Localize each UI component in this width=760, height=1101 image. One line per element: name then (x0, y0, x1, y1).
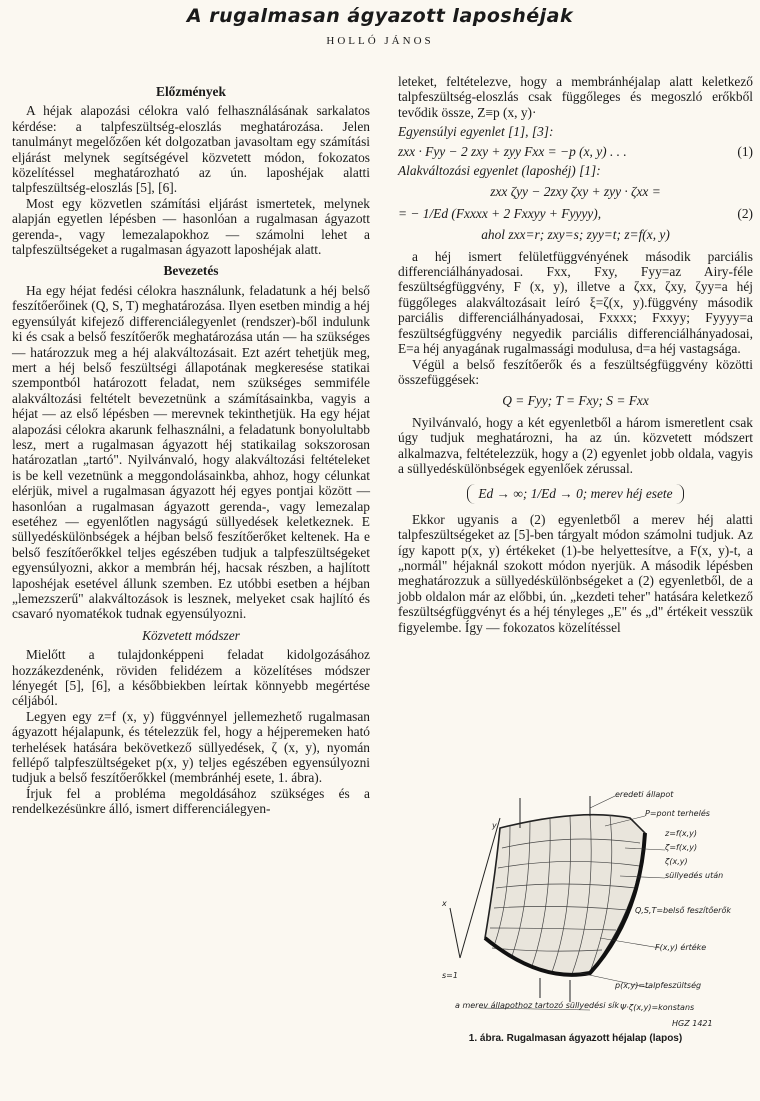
equation-number: (1) (737, 143, 753, 159)
figure-caption: 1. ábra. Rugalmasan ágyazott héjalap (lapos) (468, 1033, 683, 1044)
paragraph: Legyen egy z=f (x, y) függvénnyel jellemezhető rugalmasan ágyazott héjalapunk, és tételezzük fel, hogy a héjperemeken ható terhelések hatására bekövetkező süllyedések, ζ (x, y), nyomán fellépő talpfeszültségeket p(x, y) teljes egészében egyensúlyozni tudjuk a belső feszítőerőkkel (membránhéj esete, 1. ábra). (12, 708, 370, 786)
label-rigid-plane: a merev állapothoz tartozó süllyedési sík (455, 1001, 620, 1010)
label-after-settlement: süllyedés után (665, 871, 724, 880)
equation-2a: zxx ζyy − 2zxy ζxy + zyy · ζxx = (490, 184, 661, 200)
heading-bevezetes: Bevezetés (163, 263, 219, 279)
paragraph: Ekkor ugyanis a (2) egyenletből a merev héj alatti talpfeszültségeket az [5]-ben tárgyalt módon számolni tudjuk. Az így kapott p(x, y) értékeket (1)-be helyettesítve, a F(x, y)-t, a „normál" héjaknál szokott módon nyerjük. A második lépésben meghatározzuk a süllyedéskülönbségeket a (2) egyenletből, de a jobb oldalon már az előbbi, ún. „kezdeti teher" hatására keletkező feszültségfüggvényt és a héj tényleges „E" és „d" értékeit vesszük figyelembe. Így — fokozatos közelítéssel (398, 511, 753, 635)
paragraph: Mielőtt a tulajdonképpeni feladat kidolgozásához hozzákezdenénk, röviden felidézem a közelítéses módszer lényegét [5], [6], a későbbiekben leírtak könnyebb megértése céljából. (12, 647, 370, 709)
equation-text: zxx · Fyy − 2 zxy + zyy Fxx = −p (x, y) . . . (398, 143, 627, 159)
label-s: s=1 (442, 971, 458, 980)
heading-kozvetett-modszer: Közvetett módszer (142, 627, 240, 643)
equation-text: Ed → ∞; 1/Ed → 0; merev héj esete (467, 484, 683, 503)
label-y-axis: y (492, 821, 497, 830)
equation-number: (2) (737, 205, 753, 221)
equation-2c: ahol zxx=r; zxy=s; zyy=t; z=f(x, y) (481, 227, 670, 243)
equation-2b (398, 206, 753, 221)
author-name: HOLLÓ JÁNOS (326, 35, 434, 47)
label-figure-code: HGZ 1421 (672, 1019, 713, 1028)
paragraph: leteket, feltételezve, hogy a membránhéjalap alatt keletkező talpfeszültség-eloszlás csak függőleges és megoszló erőkből tevődik össze, Z≡p (x, y)· (398, 74, 753, 120)
equation-4-box (398, 484, 753, 503)
figure-shell-foundation (440, 788, 740, 1033)
paragraph: Nyilvánvaló, hogy a két egyenletből a három ismeretlent csak úgy tudjuk meghatározni, ha az ún. közvetett módszert alkalmazva, feltételezzük, hogy a (2) egyenlet jobb oldala, vagyis a süllyedéskülönbségek egyenlőek zérussal. (398, 414, 753, 476)
heading-elozmenyek: Előzmények (156, 84, 226, 99)
paragraph: A héjak alapozási célokra való felhasználásának sarkalatos kérdése: a talpfeszültség-eloszlás meghatározása. Jelen tanulmányt megelőzően két dolgozatban javasoltam egy számítási eljárást melynek segítségével közvetett módon, fokozatos közelítéssel meghatározható az ún. laposhéjak alatti talpfeszültség-eloszlás [5], [6]. (12, 103, 370, 196)
equation-text: = − 1/Ed (Fxxxx + 2 Fxxyy + Fyyyy), (398, 205, 602, 221)
equation-1 (398, 144, 753, 159)
subheading-deformation: Alakváltozási egyenlet (laposhéj) [1]: (398, 163, 601, 179)
left-column (12, 78, 370, 817)
label-internal-forces: Q,S,T=belső feszítőerők (635, 906, 731, 915)
label-x-axis: x (442, 899, 447, 908)
label-base-pressure: p(x,y)=talpfeszültség (615, 981, 702, 990)
label-constant: Ψ·ζ(x,y)=konstans (620, 1003, 695, 1012)
label-zeta: ζ(x,y) (665, 857, 688, 866)
label-f-value: F(x,y) értéke (655, 943, 707, 952)
right-column (398, 74, 753, 635)
label-zeta-function: ζ=f(x,y) (665, 843, 698, 852)
paragraph: Végül a belső feszítőerők és a feszültségfüggvény közötti összefüggések: (398, 356, 753, 387)
subheading-equilibrium: Egyensúlyi egyenlet [1], [3]: (398, 124, 554, 140)
paragraph: a héj ismert felületfüggvényének második parciális differenciálhányadosai. Fxx, Fxy, Fyy=az Airy-féle feszültségfüggvény, F (x, y), illetve a ζxx, ζxy, ζyy=a héj függőleges alakváltozásait leíró ξ=ζ(x, y).függvény második parciális differenciálhányadosai, Fxxxx; Fxxyy; Fyyyy=a feszültségfüggvény negyedik parciális differenciálhányadosai, E=a héj anyagának rugalmassági modulusa, d=a héj vastagsága. (398, 248, 753, 357)
equation-3: Q = Fyy; T = Fxy; S = Fxx (502, 393, 649, 409)
paragraph: Írjuk fel a probléma megoldásához szükséges és a rendelkezésünkre álló, ismert differenciálegyen- (12, 785, 370, 817)
label-point-load: P=pont terhelés (645, 809, 710, 818)
paragraph: Most egy közvetlen számítási eljárást ismertetek, melynek alapján egyetlen lépésben — hasonlóan a rugalmasan ágyazott gerenda-, vagy lemezalapokhoz — számolni lehet a talpfeszültségeket a rugalmasan ágyazott laposhéjak alatt. (12, 195, 370, 258)
paragraph: Ha egy héjat fedési célokra használunk, feladatunk a héj belső feszítőerőinek (Q, S, T) meghatározása. Ilyen esetben mindig a héj egyensúlyát kifejező differenciálegyenlet (rendszer)-ből indulunk ki és csak a belső feszítőerők meghatározása után — ha szükséges — határozzuk meg a héj alakváltozásait. Ezt azért tehetjük meg, mert a héj belső feszültségi állapotának megkeresése statikai szempontból határozott feladat, nem szükséges semmiféle alakváltozási feltételt bevezetnünk a számításainkba, vagyis a héjat — az első lépésben — merevnek tekinthetjük. Ha egy héjat alapozási célokra akarunk felhasználni, a feladatunk bonyolultabb lesz, mert a rugalmasan ágyazott héj statikailag sokszorosan határozatlan „tartó". Nyilvánvaló, hogy alakváltozási feltételeket is be kell vezetnünk a meggondolásainkba, ahhoz, hogy célunkat elérjük, mivel a rugalmasan ágyazott héj egyes pontjai között — hasonlóan a rugalmasan ágyazott gerenda-, vagy lemezalap esetéhez — egyenlőtlen nagyságú süllyedések keletkeznek. E süllyedéskülönbségek a héjban belső feszítőerőket keltenek. Ha e belső feszítőerőkkel teljes egészében tudjuk a talpfeszültségeket egyensúlyozni, akkor a membrán héj, hacsak részben, a hajlított laposhéjak esetével állunk szemben. Ez utóbbi esetben a héjban „lemezszerű" alakváltozások is lesznek, melyeket csak hajlító és csavaró nyomatékok tudnak egyensúlyozni. (12, 282, 370, 622)
shell-diagram (440, 788, 740, 1033)
label-z-function: z=f(x,y) (665, 829, 697, 838)
article-title: A rugalmasan ágyazott laposhéjak (186, 5, 574, 27)
label-original-state: eredeti állapot (615, 790, 674, 799)
